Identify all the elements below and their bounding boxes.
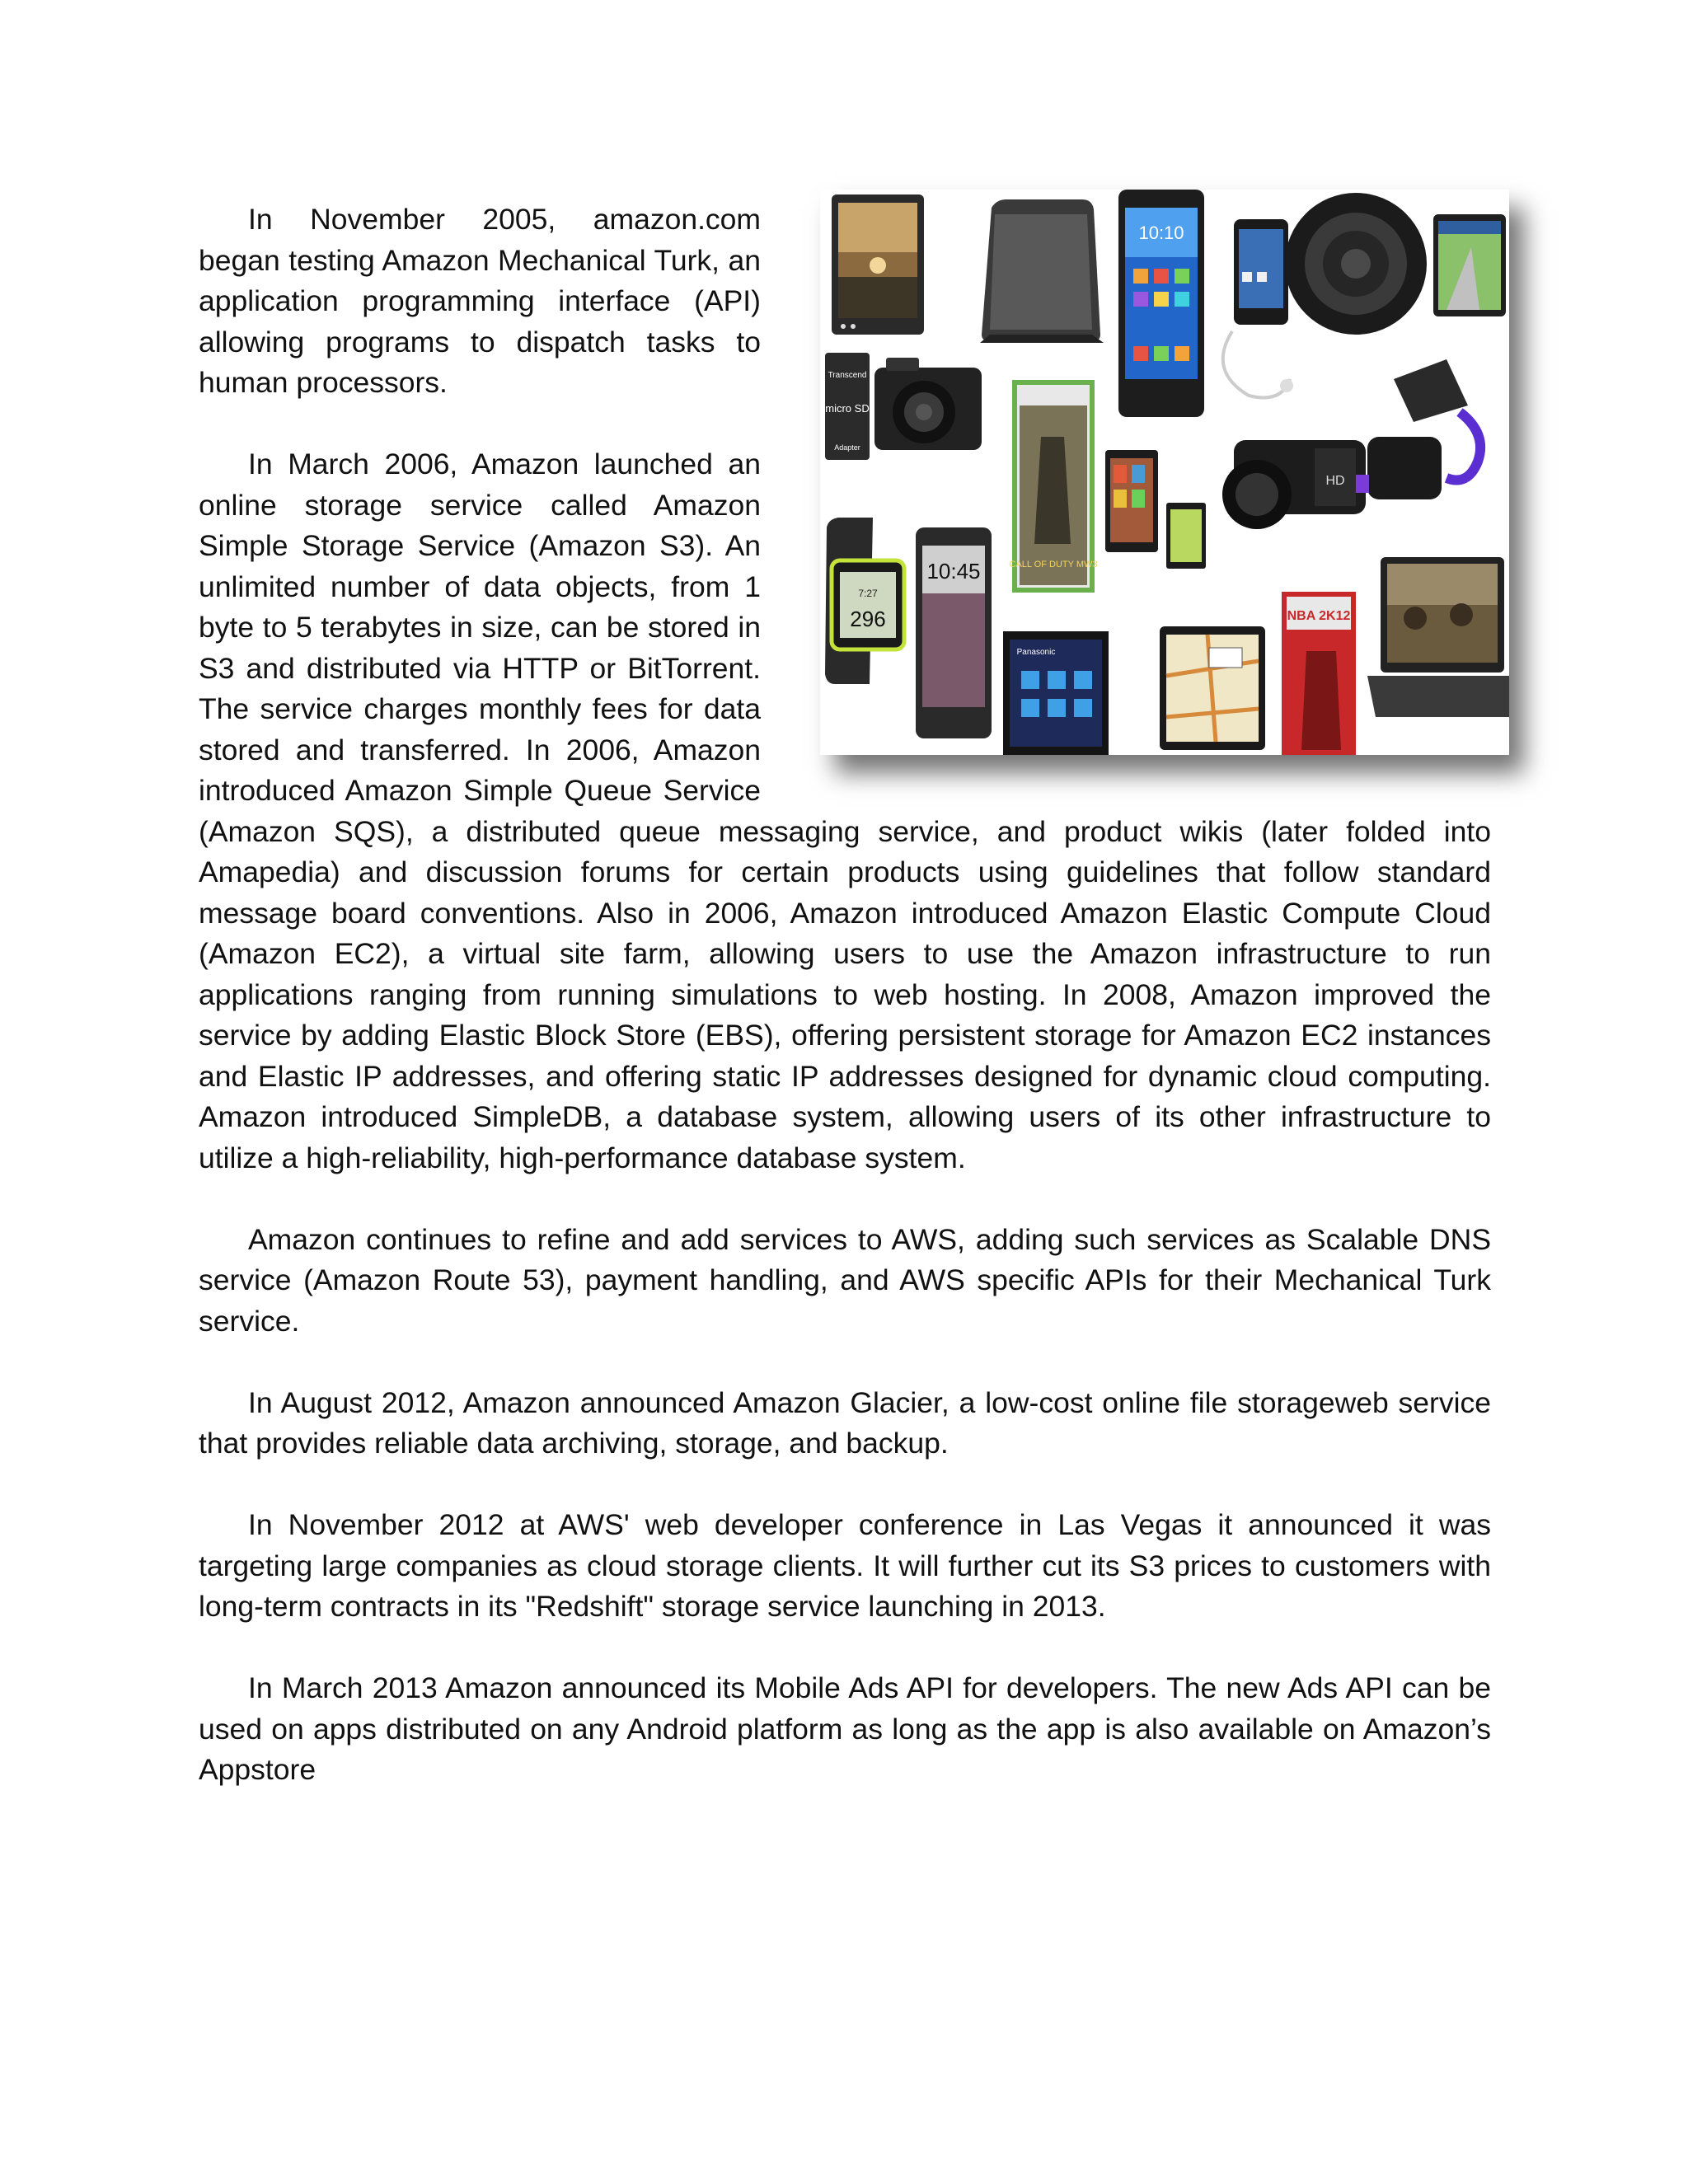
paragraph-1: In November 2005, amazon.com began testing Amazon Mechanical Turk, an application programming interface (API) allowing programs to dispatch tasks to human processors. [199,203,761,399]
svg-text:296: 296 [850,607,886,631]
digital-camera-icon [874,358,982,450]
laptop-icon [1367,557,1509,717]
paragraph-4: In August 2012, Amazon announced Amazon Glacier, a low-cost online file storageweb service that provides reliable data archiving, storage, and backup. [199,1385,1491,1460]
svg-text:Transcend: Transcend [828,371,867,380]
paragraph-2: In March 2006, Amazon launched an online storage service called Amazon Simple Storage Service (Amazon S3). An unlimited number of data objects, from 1 byte to 5 terabytes in size, can be stored in S3 and distributed via HTTP or BitTorrent. The service charges monthly fees for data stored and transferred. In 2006, Amazon introduced Amazon Simple Queue Service (Amazon SQS), a distributed queue messaging service, and product wikis (later folded into Amapedia) and discussion forums for certain products using guidelines that follow standard message board conventions. Also in 2006, Amazon introduced Amazon Elastic Compute Cloud (Amazon EC2), a virtual site farm, allowing users to use the Amazon infrastructure to run applications ranging from running simulations to web hosting. In 2008, Amazon improved the service by adding Elastic Block Store (EBS), offering persistent storage for Amazon EC2 instances and Elastic IP addresses, and offering static IP addresses designed for dynamic cloud computing. Amazon introduced SimpleDB, a database system, allowing users of its other infrastructure to utilize a high-reliability, high-performance database system. [199,448,1491,1174]
svg-text:Adapter: Adapter [834,443,860,452]
car-speaker-icon [1285,193,1427,335]
paragraph-6: In March 2013 Amazon announced its Mobile Ads API for developers. The new Ads API can be used on apps distributed on any Android platform as long as the app is also available on Amazon’s Appstore [199,1671,1491,1786]
htc-phone-icon [916,527,992,738]
electronics-collage-image [820,190,1509,755]
paragraph-5: In November 2012 at AWS' web developer conference in Las Vegas it announced it was targeting large companies as cloud storage clients. It will further cut its S3 prices to customers with long-term contracts in its "Redshift" storage service launching in 2013. [199,1508,1491,1623]
blu-ray-player-icon [1003,631,1109,755]
memory-card-icon [825,353,870,460]
video-game-case-icon [1010,382,1098,590]
photo-frame-icon [832,194,924,335]
map-tablet-icon [1160,626,1265,750]
gps-navigator-icon [1433,214,1506,316]
svg-text:micro SD: micro SD [825,402,870,415]
paragraph-3: Amazon continues to refine and add services to AWS, adding such services as Scalable DNS service (Amazon Route 53), payment handling, and AWS specific APIs for their Mechanical Turk service. [199,1222,1491,1338]
svg-text:7:27: 7:27 [858,588,878,599]
smartphone-icon [1118,190,1204,417]
svg-text:NBA 2K12: NBA 2K12 [1287,609,1351,623]
document-body [199,199,1491,1831]
nba-game-case-icon [1282,592,1356,755]
svg-text:Panasonic: Panasonic [1016,648,1056,657]
svg-text:10:45: 10:45 [926,559,981,583]
svg-text:HD: HD [1325,474,1345,488]
speaker-dock-icon [980,199,1104,343]
svg-text:10:10: 10:10 [1138,223,1184,243]
svg-text:CALL OF DUTY MW3: CALL OF DUTY MW3 [1009,560,1098,569]
